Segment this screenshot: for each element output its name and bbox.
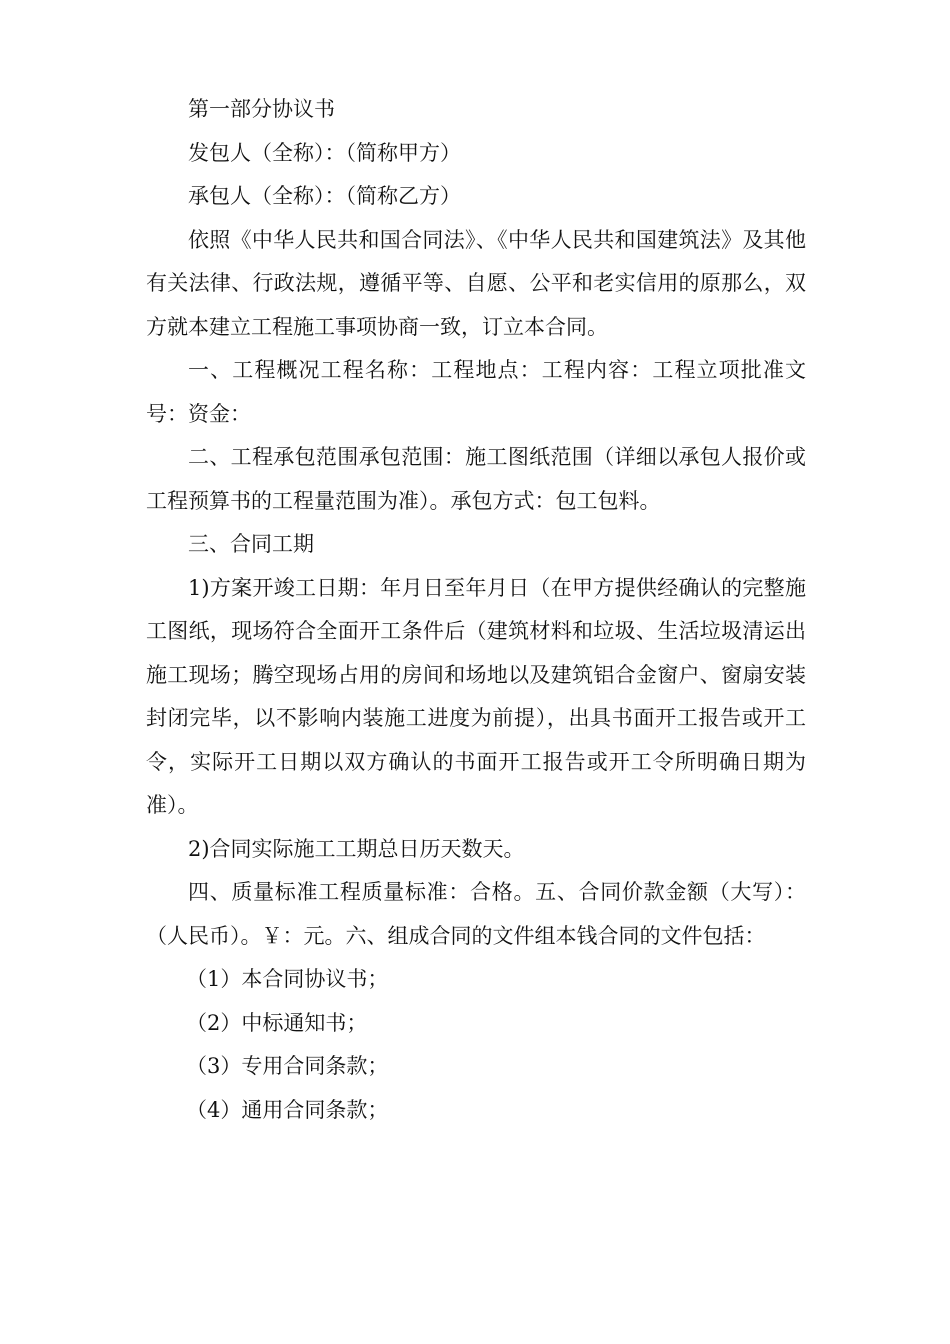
list-item: （2）中标通知书； [186, 1010, 368, 1035]
contractor-line: 承包人（全称）：（简称乙方） [188, 184, 461, 208]
employer-line: 发包人（全称）：（简称甲方） [188, 140, 461, 165]
list-item: （3）专用合同条款； [186, 1054, 389, 1078]
section-project-overview: 一、工程概况工程名称：工程地点：工程内容：工程立项批准文号：资金： [146, 358, 806, 426]
section-contract-scope: 二、工程承包范围承包范围：施工图纸范围（详细以承包人报价或工程预算书的工程量范围为准）。承包方式：包工包料。 [146, 445, 806, 513]
part-heading: 第一部分协议书 [188, 97, 335, 121]
section-contract-period-title: 三、合同工期 [188, 532, 314, 556]
section-period-item-2: 2)合同实际施工工期总日历天数天。 [188, 836, 525, 861]
list-item: （1）本合同协议书； [186, 967, 389, 991]
section-period-item-1: 1)方案开竣工日期：年月日至年月日（在甲方提供经确认的完整施工图纸，现场符合全面开工条件后（建筑材料和垃圾、生活垃圾清运出施工现场；腾空现场占用的房间和场地以及建筑铝合金窗户、窗扇安装封闭完毕，以不影响内装施工进度为前提），出具书面开工报告或开工令，实际开工日期以双方确认的书面开工报告或开工令所明确日期为准）。 [146, 575, 806, 817]
preamble-paragraph: 依照《中华人民共和国合同法》、《中华人民共和国建筑法》及其他有关法律、行政法规，遵循平等、自愿、公平和老实信用的原那么，双方就本建立工程施工事项协商一致，订立本合同。 [146, 227, 806, 339]
section-quality-price-documents: 四、质量标准工程质量标准：合格。五、合同价款金额（大写）：（人民币）。￥：元。六、组成合同的文件组本钱合同的文件包括： [146, 880, 806, 948]
list-item: （4）通用合同条款； [186, 1097, 389, 1122]
contract-body [146, 88, 806, 1132]
